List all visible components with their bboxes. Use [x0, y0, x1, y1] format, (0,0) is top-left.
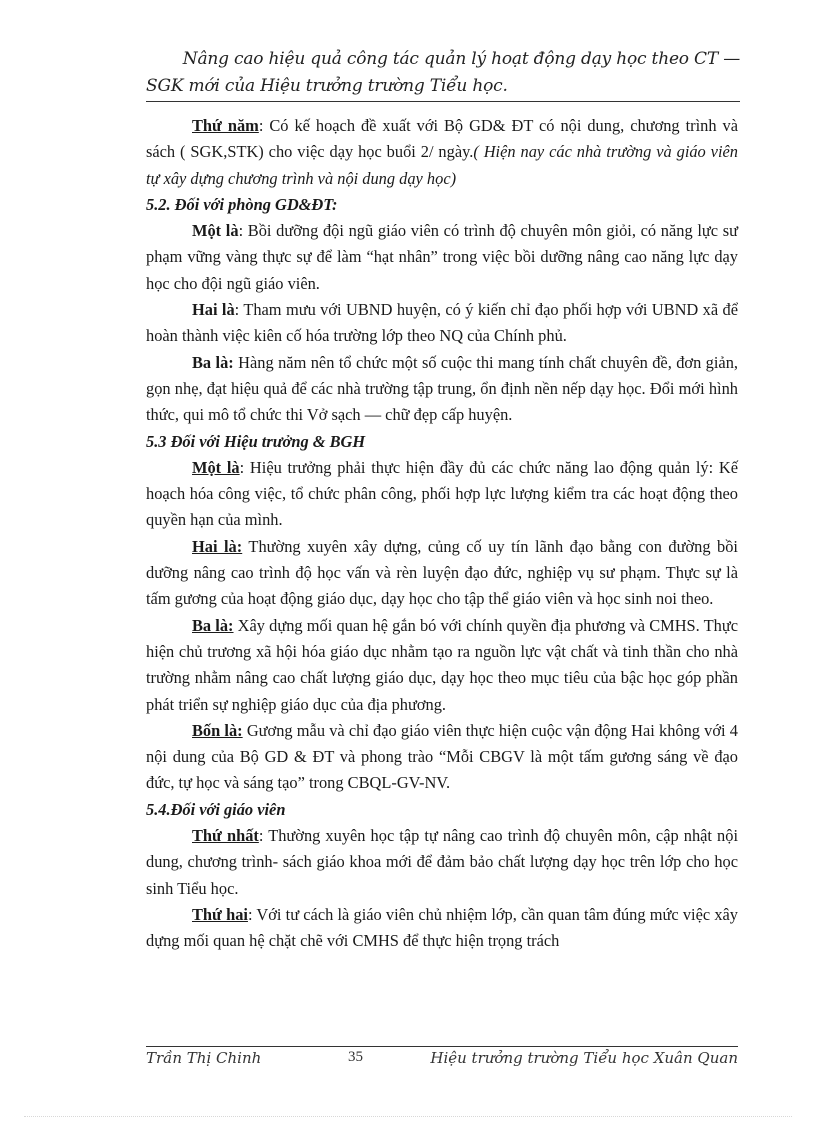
- paragraph-thu-nam: [146, 113, 738, 192]
- footer-title: Hiệu trưởng trường Tiểu học Xuân Quan: [430, 1049, 738, 1067]
- item-label: Một là: [192, 221, 239, 241]
- header-line-2: SGK mới của Hiệu trưởng trường Tiểu học.: [146, 76, 508, 96]
- paragraph-5-3-4: [146, 718, 738, 797]
- paragraph-5-2-1: [146, 218, 738, 297]
- paragraph-5-2-2: [146, 297, 738, 350]
- page-edge-divider: [24, 1116, 792, 1117]
- item-label: Bốn là:: [192, 720, 243, 740]
- paragraph-5-2-3: [146, 350, 738, 429]
- item-label: Thứ năm: [192, 116, 259, 135]
- section-heading-5-4: 5.4.Đối với giáo viên: [146, 799, 286, 819]
- item-text: Xây dựng mối quan hệ gắn bó với chính quyền địa phương và CMHS. Thực hiện chủ trương xã hội hóa giáo dục nhằm tạo ra nguồn lực vật chất và tinh thần cho nhà trường nhằm nâng cao chất lượng giáo dục, dạy học theo mục tiêu của bậc học góp phần phát triển sự nghiệp giáo dục của địa phương.: [146, 615, 739, 714]
- header-line-1: Nâng cao hiệu quả công tác quản lý hoạt động dạy học theo CT —: [182, 49, 740, 69]
- paragraph-5-3-1: [146, 455, 738, 534]
- item-label: Hai là:: [192, 536, 243, 556]
- item-text: : Có kế hoạch đề xuất với Bộ GD& ĐT có nội dung, chương trình và sách ( SGK,STK) cho việc dạy học buổi 2/ ngày.: [146, 116, 738, 162]
- item-text: : Hiệu trưởng phải thực hiện đầy đủ các chức năng lao động quản lý: Kế hoạch hóa công việc, tổ chức phân công, phối hợp lực lượng kiểm tra các hoạt động theo quyền hạn của mình.: [146, 457, 738, 530]
- paragraph-5-3-3: [146, 613, 738, 718]
- item-text: Hàng năm nên tổ chức một số cuộc thi mang tính chất chuyên đề, đơn giản, gọn nhẹ, đạt hiệu quả để các nhà trường tập trung, ổn định nền nếp dạy học. Đổi mới hình thức, qui mô tổ chức thi Vở sạch — chữ đẹp cấp huyện.: [146, 352, 738, 425]
- item-text: Thường xuyên xây dựng, củng cố uy tín lãnh đạo bằng con đường bồi dưỡng nâng cao trình độ học vấn và rèn luyện đạo đức, nghiệp vụ sư phạm. Thực sự là tấm gương của hoạt động giáo dục, dạy học cho tập thể giáo viên và học sinh noi theo.: [146, 536, 738, 609]
- item-text: : Tham mưu với UBND huyện, có ý kiến chỉ đạo phối hợp với UBND xã để hoàn thành việc kiên cố hóa trường lớp theo NQ của Chính phủ.: [146, 300, 738, 346]
- item-label: Ba là:: [192, 615, 234, 635]
- item-text: Gương mẫu và chỉ đạo giáo viên thực hiện cuộc vận động Hai không với 4 nội dung của Bộ GD & ĐT và phong trào “Mỗi CBGV là một tấm gương sáng về đạo đức, tự học và sáng tạo” trong CBQL-GV-NV.: [146, 720, 738, 793]
- item-label: Thứ nhất: [192, 826, 259, 846]
- item-text: : Thường xuyên học tập tự nâng cao trình độ chuyên môn, cập nhật nội dung, chương trình- sách giáo khoa mới để đảm bảo chất lượng dạy học trên lớp cho học sinh Tiểu học.: [146, 826, 738, 898]
- item-text: : Bồi dưỡng đội ngũ giáo viên có trình độ chuyên môn giỏi, có năng lực sư phạm vững vàng thực sự để làm “hạt nhân” trong việc bồi dưỡng nâng cao năng lực dạy học cho đội ngũ giáo viên.: [146, 221, 738, 293]
- section-heading-5-3: 5.3 Đối với Hiệu trưởng & BGH: [146, 431, 366, 451]
- item-note: ( Hiện nay các nhà trường và giáo viên tự xây dựng chương trình và nội dung dạy học): [146, 142, 738, 188]
- section-heading-5-2: 5.2. Đối với phòng GD&ĐT:: [146, 194, 338, 214]
- item-text: : Với tư cách là giáo viên chủ nhiệm lớp, cần quan tâm đúng mức việc xây dựng mối quan hệ chặt chẽ với CMHS để thực hiện trọng trách: [146, 904, 738, 951]
- item-label: Hai là: [192, 300, 235, 320]
- paragraph-5-4-1: [146, 823, 738, 902]
- item-label: Thứ hai: [192, 904, 248, 924]
- paragraph-5-4-2: [146, 902, 738, 955]
- item-label: Ba là:: [192, 352, 234, 372]
- paragraph-5-3-2: [146, 534, 738, 613]
- page-number: 35: [348, 1049, 363, 1065]
- document-body: [146, 113, 738, 955]
- item-label: Một là: [192, 457, 240, 477]
- running-header: [146, 46, 740, 102]
- footer-author: Trần Thị Chinh: [146, 1049, 262, 1067]
- running-footer: [146, 1046, 738, 1072]
